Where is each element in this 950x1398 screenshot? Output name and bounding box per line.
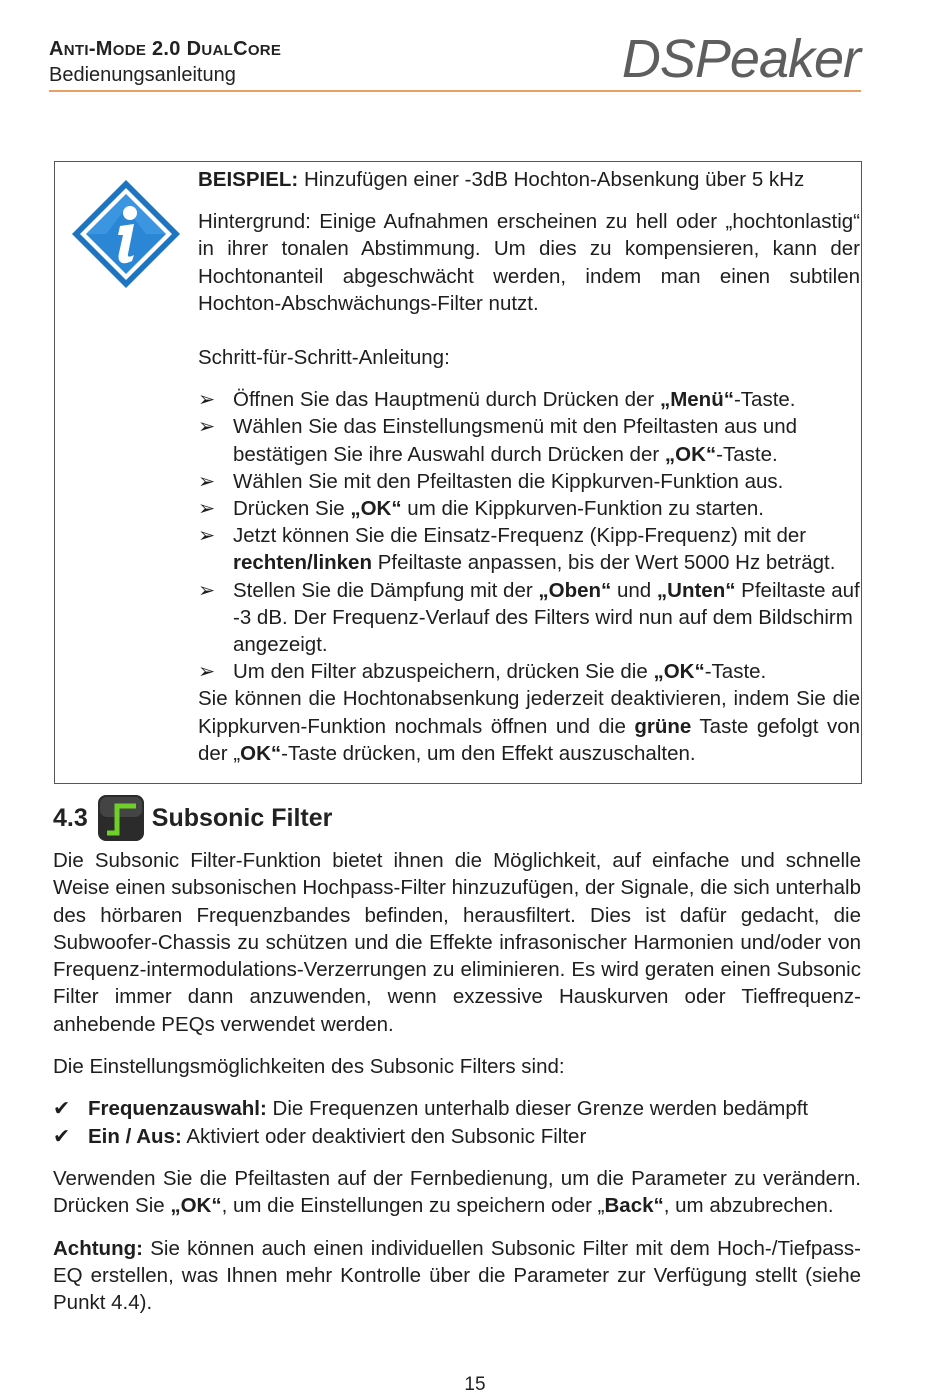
brand-logo: DSPeaker	[621, 29, 860, 89]
checkmark-icon: ✔	[53, 1097, 71, 1121]
remote-text: , um abzubrechen.	[663, 1194, 834, 1218]
step-item	[198, 577, 860, 659]
step-emphasis: rechten/linken	[233, 551, 372, 575]
option-label: Ein / Aus:	[88, 1124, 182, 1148]
option-text: Aktiviert oder deaktiviert den Subsonic Filter	[181, 1124, 587, 1148]
document-subtitle: Bedienungsanleitung	[49, 64, 236, 86]
step-item	[198, 468, 860, 495]
step-text: Um den Filter abzuspeichern, drücken Sie die	[233, 660, 654, 684]
step-text: -Taste.	[704, 660, 767, 684]
settings-list	[53, 1095, 861, 1150]
step-text: Pfeiltaste auf -3 dB. Der Frequenz-Verlauf des Filters wird nun auf dem Bildschirm angezeigt.	[233, 578, 860, 657]
example-content	[198, 166, 860, 767]
remote-text: , um die Einstellungen zu speichern oder „	[221, 1194, 605, 1218]
closing-text: -Taste drücken, um den Effekt auszuschalten.	[281, 741, 696, 765]
step-item	[198, 386, 860, 413]
step-text: Jetzt können Sie die Einsatz-Frequenz (Kipp-Frequenz) mit der	[233, 524, 807, 548]
remote-emphasis: Back“	[604, 1194, 664, 1218]
closing-text: Sie können die Hochtonabsenkung jederzeit deaktivieren, indem Sie die Kippkurven-Funktion nochmals öffnen und die	[198, 687, 860, 738]
step-item	[198, 413, 860, 467]
step-emphasis: „OK“	[653, 660, 705, 684]
step-text: Wählen Sie mit den Pfeiltasten die Kippkurven-Funktion aus.	[233, 469, 784, 493]
step-item	[198, 495, 860, 522]
step-text: und	[611, 578, 657, 602]
settings-heading: Die Einstellungsmöglichkeiten des Subsonic Filters sind:	[53, 1055, 565, 1079]
step-text: Pfeiltaste anpassen, bis der Wert 5000 Hz beträgt.	[372, 551, 836, 575]
remote-paragraph	[53, 1165, 861, 1220]
arrow-bullet-icon: ➢	[198, 524, 216, 548]
title-part: NTI	[63, 42, 89, 59]
closing-emphasis: grüne	[634, 714, 692, 738]
intro-paragraph: Die Subsonic Filter-Funktion bietet ihnen die Möglichkeit, auf einfache und schnelle Weise einen subsonischen Hochpass-Filter hinzuzufügen, der Signale, die sich unterhalb des hörbaren Frequenzbandes befinden, herausfiltert. Dies ist dafür gedacht, die Subwoofer-Chassis zu schützen und die Effekte infrasonischer Harmonien und/oder von Frequenz-intermodulations-Verzerrungen zu eliminieren. Es wird geraten einen Subsonic Filter immer dann anzuwenden, wenn exzessive Hauskurven oder Tieffrequenz-anhebende PEQs verwendet werden.	[53, 849, 861, 1036]
checkmark-icon: ✔	[53, 1124, 71, 1148]
arrow-bullet-icon: ➢	[198, 578, 216, 602]
page-number: 15	[464, 1374, 486, 1395]
option-label: Frequenzauswahl:	[88, 1097, 267, 1121]
example-closing	[198, 685, 860, 767]
step-text: -Taste.	[716, 442, 778, 466]
steps-heading: Schritt-für-Schritt-Anleitung:	[198, 346, 450, 370]
closing-emphasis: OK“	[240, 741, 282, 765]
header-rule	[49, 90, 861, 92]
title-part: 2.0 D	[146, 38, 202, 60]
section-body	[53, 847, 861, 1316]
remote-text: Verwenden Sie die Pfeiltasten auf der Fernbedienung, um die Parameter zu verändern. Drücken Sie	[53, 1166, 861, 1218]
note-paragraph	[53, 1235, 861, 1317]
title-part: ODE	[112, 42, 147, 59]
remote-emphasis: „OK“	[170, 1194, 222, 1218]
document-title	[49, 38, 281, 61]
step-text: um die Kippkurven-Funktion zu starten.	[401, 497, 764, 521]
note-label: Achtung:	[53, 1236, 143, 1260]
arrow-bullet-icon: ➢	[198, 415, 216, 439]
section-title: Subsonic Filter	[151, 803, 333, 832]
step-emphasis: „Menü“	[659, 388, 734, 412]
option-text: Die Frequenzen unterhalb dieser Grenze werden bedämpft	[266, 1097, 809, 1121]
title-part: UAL	[201, 42, 234, 59]
step-item	[198, 658, 860, 685]
title-part: ORE	[247, 42, 282, 59]
step-emphasis: „Unten“	[656, 578, 736, 602]
example-label: BEISPIEL:	[198, 168, 299, 191]
arrow-bullet-icon: ➢	[198, 497, 216, 521]
example-title	[198, 166, 860, 193]
note-text: Sie können auch einen individuellen Subsonic Filter mit dem Hoch-/Tiefpass-EQ erstellen, was Ihnen mehr Kontrolle über die Parameter zur Verfügung stellt (siehe Punkt 4.4).	[53, 1236, 861, 1315]
step-item	[198, 522, 860, 576]
steps-list	[198, 386, 860, 685]
step-text: Wählen Sie das Einstellungsmenü mit den Pfeiltasten aus und bestätigen Sie ihre Auswahl durch Drücken der	[233, 415, 798, 466]
arrow-bullet-icon: ➢	[198, 469, 216, 493]
step-emphasis: „OK“	[664, 442, 717, 466]
arrow-bullet-icon: ➢	[198, 388, 216, 412]
step-text: -Taste.	[733, 388, 796, 412]
closing-text: Taste gefolgt von der „	[198, 714, 860, 765]
step-text: Drücken Sie	[233, 497, 351, 521]
settings-item	[53, 1095, 861, 1122]
title-part: C	[233, 38, 248, 60]
info-icon	[70, 178, 182, 290]
title-part: -M	[88, 38, 113, 60]
settings-item	[53, 1123, 861, 1150]
title-part: A	[49, 38, 64, 60]
step-emphasis: „OK“	[350, 497, 402, 521]
arrow-bullet-icon: ➢	[198, 660, 216, 684]
section-heading	[53, 794, 332, 842]
step-text: Stellen Sie die Dämpfung mit der	[233, 578, 539, 602]
step-emphasis: „Oben“	[538, 578, 612, 602]
step-text: Öffnen Sie das Hauptmenü durch Drücken der	[233, 388, 660, 412]
example-background: Hintergrund: Einige Aufnahmen erscheinen zu hell oder „hochtonlastig“ in ihrer tonalen Abstimmung. Um dies zu kompensieren, kann der Hochtonanteil abgeschwächt werden, indem man einen subtilen Hochton-Abschwächungs-Filter nutzt.	[198, 210, 860, 315]
example-title-text: Hinzufügen einer -3dB Hochton-Absenkung über 5 kHz	[298, 168, 805, 191]
subsonic-filter-icon	[98, 795, 144, 841]
section-number: 4.3	[53, 803, 88, 832]
